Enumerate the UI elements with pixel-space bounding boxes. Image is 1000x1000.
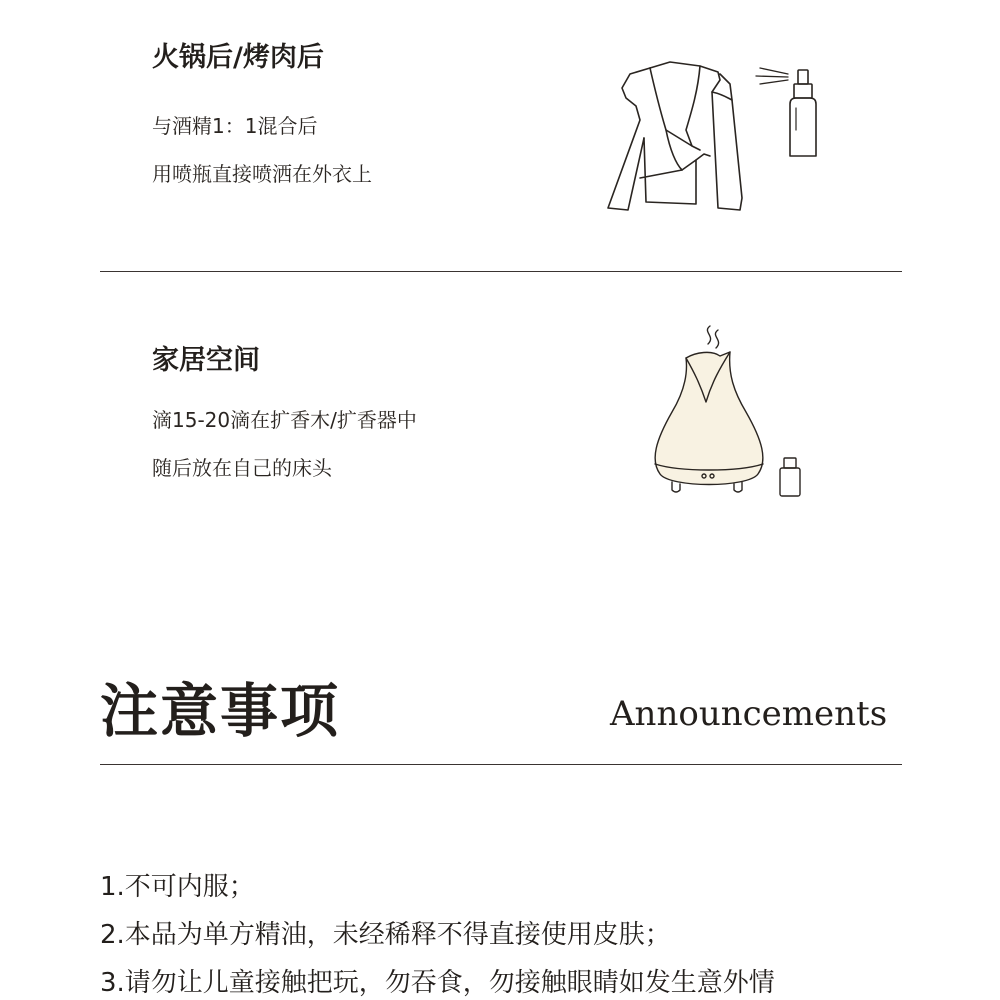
notice-item: 3.请勿让儿童接触把玩，勿吞食，勿接触眼睛如发生意外情 <box>100 968 775 998</box>
section-line: 滴15-20滴在扩香木/扩香器中 <box>152 408 417 432</box>
notice-item: 2.本品为单方精油，未经稀释不得直接使用皮肤； <box>100 920 671 950</box>
divider <box>100 271 902 272</box>
section-line: 用喷瓶直接喷洒在外衣上 <box>152 162 372 186</box>
section-line: 随后放在自己的床头 <box>152 456 332 480</box>
announcements-title-cn: 注意事项 <box>100 677 341 745</box>
section-title-hotpot: 火锅后/烤肉后 <box>152 42 324 73</box>
section-title-home: 家居空间 <box>152 345 260 376</box>
announcements-title-en: Announcements <box>610 694 888 734</box>
diffuser-icon <box>650 322 810 502</box>
notice-item: 1.不可内服； <box>100 872 255 902</box>
divider <box>100 764 902 765</box>
jacket-spray-icon <box>600 60 830 220</box>
section-line: 与酒精1：1混合后 <box>152 114 318 138</box>
